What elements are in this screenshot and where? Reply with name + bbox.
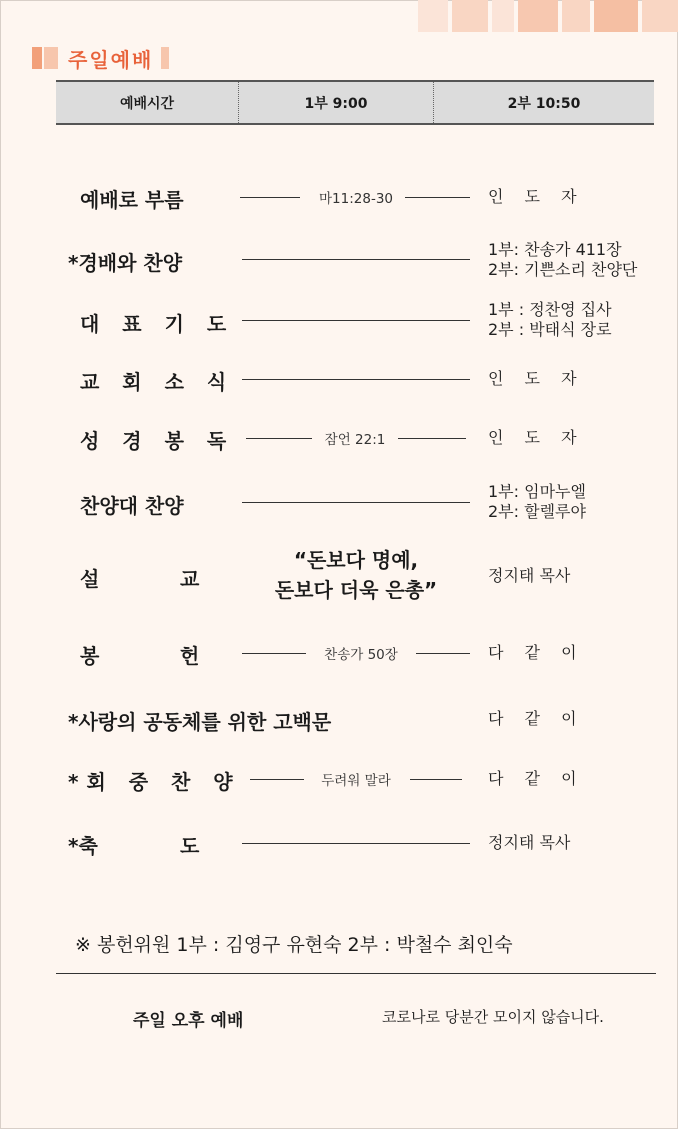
order-leader: 정지태 목사 [488,566,571,585]
title-marker [44,47,58,69]
leader-line [410,779,462,780]
sermon-title-line: 돈보다 더욱 은총” [274,578,438,602]
order-leader: 2부 : 박태식 장로 [488,320,612,339]
leader-line [240,197,300,198]
order-leader: 인 도 자 [488,428,585,447]
afternoon-service-label: 주일 오후 예배 [133,1011,244,1031]
order-leader: 2부: 할렐루야 [488,502,586,521]
title-marker [32,47,42,69]
order-label: 예배로 부름 [80,188,184,212]
order-label: 대 표 기 도 [80,312,235,336]
leader-line [246,438,312,439]
leader-line [242,259,470,260]
leader-line [405,197,470,198]
service-time-table [56,80,654,125]
time-table-header: 예배시간 [56,82,239,123]
order-label: 성 경 봉 독 [80,429,235,453]
order-leader: 인 도 자 [488,187,585,206]
leader-line [242,379,470,380]
order-leader: 정지태 목사 [488,833,571,852]
order-label: 도 [180,834,200,858]
leader-line [242,843,470,844]
order-label: *축 [68,834,98,858]
top-decoration [418,0,678,32]
order-leader: 1부: 찬송가 411장 [488,240,622,259]
order-detail: 찬송가 50장 [324,647,398,663]
leader-line [398,438,466,439]
order-label: *회 중 찬 양 [68,770,241,794]
order-leader: 인 도 자 [488,369,585,388]
order-leader: 1부 : 정찬영 집사 [488,300,612,319]
order-label: 봉 [80,644,100,668]
order-label: *경배와 찬양 [68,251,183,275]
order-label: 헌 [180,644,200,668]
order-leader: 1부: 임마누엘 [488,482,586,501]
order-leader: 다 같 이 [488,643,585,662]
order-label: *사랑의 공동체를 위한 고백문 [68,710,332,734]
second-service-time: 2부 10:50 [507,95,581,112]
sermon-title [242,545,470,605]
offering-committee: ※ 봉헌위원 1부 : 김영구 유현숙 2부 : 박철수 최인숙 [75,934,513,956]
leader-line [242,320,470,321]
leader-line [250,779,304,780]
sermon-title-line: “돈보다 명예, [293,548,419,572]
order-detail: 두려워 말라 [321,773,391,789]
section-title [32,45,169,71]
order-label: 설 [80,567,100,591]
leader-line [242,653,306,654]
afternoon-service-note: 코로나로 당분간 모이지 않습니다. [382,1008,604,1026]
order-leader: 다 같 이 [488,769,585,788]
order-label: 찬양대 찬양 [80,494,184,518]
order-leader: 2부: 기쁜소리 찬양단 [488,260,638,279]
order-label: 교 [180,567,200,591]
leader-line [242,502,470,503]
order-detail: 마11:28-30 [319,191,393,207]
order-leader: 다 같 이 [488,709,585,728]
leader-line [416,653,470,654]
page-title: 주일예배 [68,47,154,72]
title-marker [161,47,169,69]
order-detail: 잠언 22:1 [324,432,386,448]
divider [56,973,656,974]
first-service-time: 1부 9:00 [239,82,434,123]
order-label: 교 회 소 식 [80,370,235,394]
